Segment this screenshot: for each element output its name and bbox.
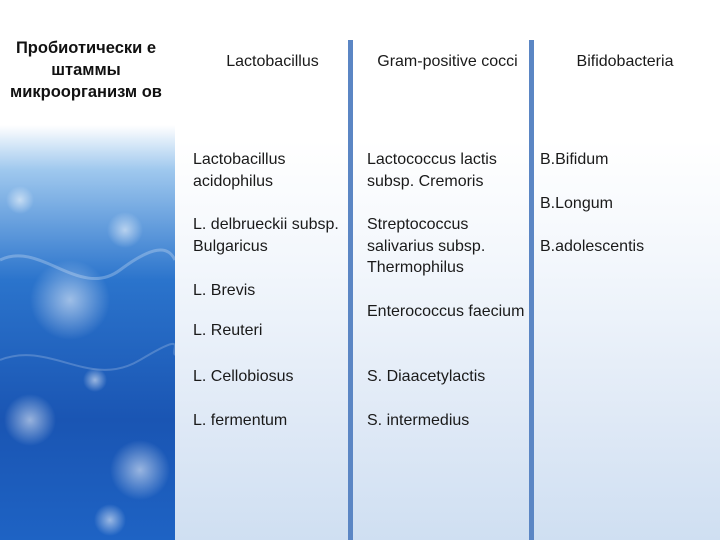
lactobacillus-item: L. delbrueckii subsp. Bulgaricus (193, 216, 339, 255)
lactobacillus-item: L. fermentum (193, 412, 288, 429)
bifido-item: B.Bifidum (540, 151, 609, 168)
cocci-item: S. intermedius (367, 412, 470, 429)
header-gram-positive-cocci: Gram-positive cocci (377, 53, 518, 70)
lactobacillus-item: L. Reuteri (193, 322, 263, 339)
header-bifidobacteria: Bifidobacteria (576, 53, 674, 70)
cocci-item: Enterococcus faecium (367, 303, 525, 320)
slide-title: Пробиотически е штаммы микроорганизм ов (10, 39, 162, 101)
bifido-item: B.Longum (540, 195, 613, 212)
column-divider (529, 40, 534, 540)
lactobacillus-item: L. Brevis (193, 282, 256, 299)
header-lactobacillus: Lactobacillus (226, 53, 319, 70)
lactobacillus-item: Lactobacillus acidophilus (193, 151, 286, 190)
lactobacillus-item: L. Cellobiosus (193, 368, 294, 385)
cocci-item: Lactococcus lactis subsp. Cremoris (367, 151, 497, 190)
cocci-item: S. Diaacetylactis (367, 368, 486, 385)
bifido-item: B.adolescentis (540, 238, 645, 255)
column-divider (348, 40, 353, 540)
cocci-item: Streptococcus salivarius subsp. Thermophilus (367, 216, 486, 276)
